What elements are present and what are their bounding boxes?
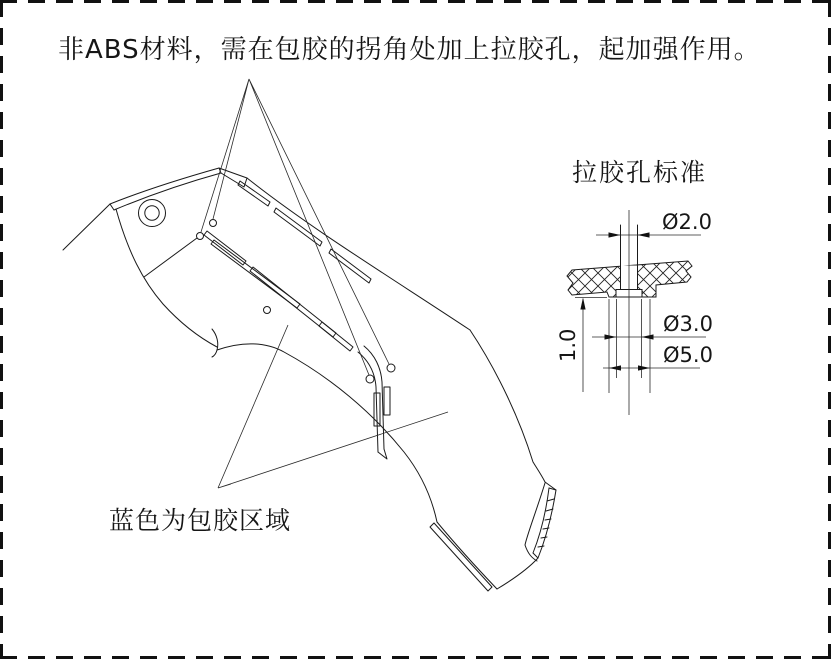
dim-counterbore-diameter [592,312,713,340]
dim-counterbore-diameter-label: Ø3.0 [663,312,713,336]
note-text: 非ABS材料，需在包胶的拐角处加上拉胶孔，起加强作用。 [58,35,761,65]
detail-title: 拉胶孔标准 [572,158,708,187]
dim-outer-diameter-label: Ø5.0 [663,343,713,367]
sheet-border-left [0,0,3,659]
sheet-border-top [0,0,831,3]
dim-top-diameter-label: Ø2.0 [662,210,712,234]
glue-hole-detail-section [556,210,713,415]
boss-circle [139,200,166,227]
dim-top-diameter [596,210,712,238]
dim-step-depth-label: 1.0 [556,328,580,362]
overmold-area-label: 蓝色为包胶区域 [109,506,292,535]
dim-step-depth [556,298,607,393]
dim-outer-diameter [603,343,713,371]
leader-lines [201,79,448,488]
